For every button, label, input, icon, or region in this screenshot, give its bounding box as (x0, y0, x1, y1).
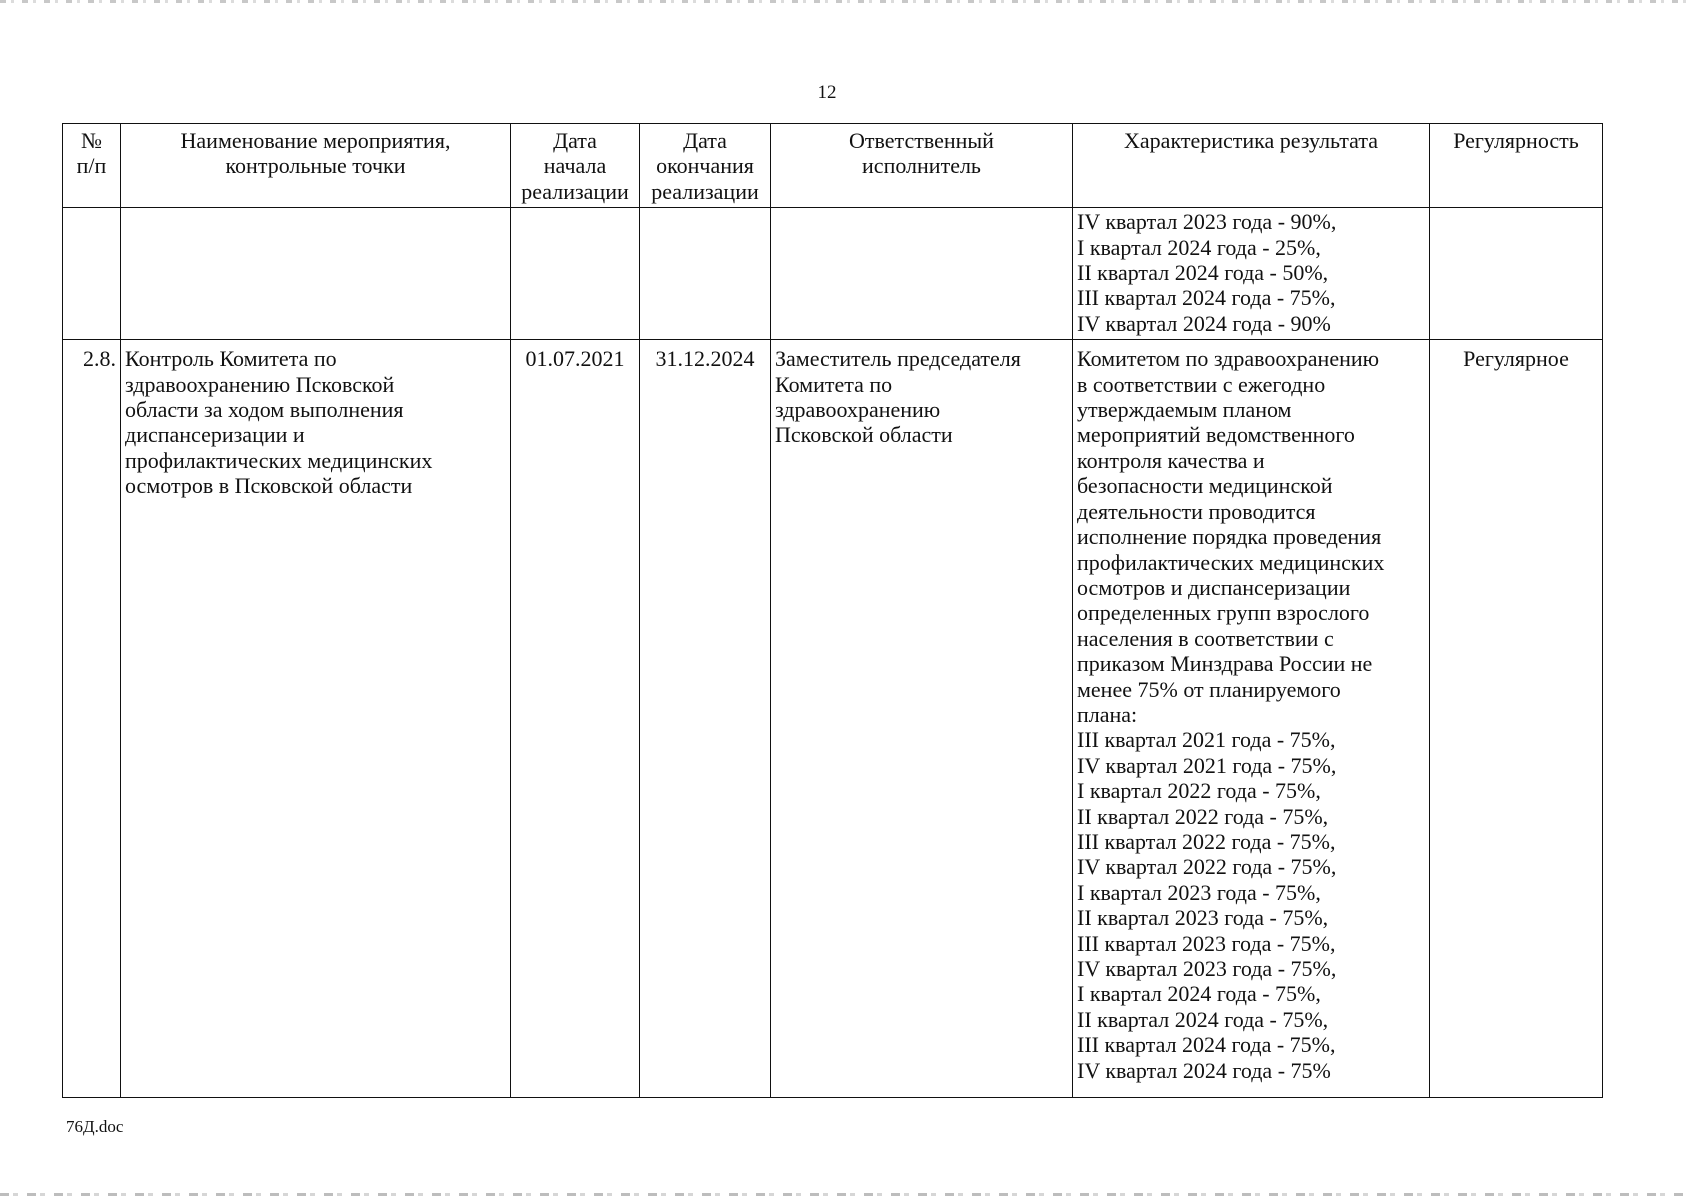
cell-start-date: 01.07.2021 (511, 340, 640, 1098)
cell-end-date (640, 208, 771, 340)
scan-edge-bottom (0, 1193, 1686, 1196)
table-header-row (63, 124, 1603, 208)
header-start-date: Дата начала реализации (511, 124, 640, 208)
cell-name (121, 208, 511, 340)
document-filename: 76Д.doc (66, 1117, 124, 1136)
header-name: Наименование мероприятия, контрольные точки (121, 124, 511, 208)
cell-executor: Заместитель председателя Комитета по здравоохранению Псковской области (771, 340, 1073, 1098)
cell-start-date (511, 208, 640, 340)
scan-edge-top (0, 0, 1686, 3)
cell-name: Контроль Комитета по здравоохранению Псковской области за ходом выполнения диспансеризации и профилактических медицинских осмотров в Псковской области (121, 340, 511, 1098)
header-num: № п/п (63, 124, 121, 208)
cell-result: Комитетом по здравоохранению в соответствии с ежегодно утверждаемым планом мероприятий ведомственного контроля качества и безопасности медицинской деятельности проводится исполнение порядка проведения профилактических медицинских осмотров и диспансеризации определенных групп взрослого населения в соответствии с приказом Минздрава России не менее 75% от планируемого плана: III квартал 2021 года - 75%, IV квартал 2021 года - 75%, I квартал 2022 года - 75%, II квартал 2022 года - 75%, III квартал 2022 года - 75%, IV квартал 2022 года - 75%, I квартал 2023 года - 75%, II квартал 2023 года - 75%, III квартал 2023 года - 75%, IV квартал 2023 года - 75%, I квартал 2024 года - 75%, II квартал 2024 года - 75%, III квартал 2024 года - 75%, IV квартал 2024 года - 75% (1073, 340, 1430, 1098)
cell-executor (771, 208, 1073, 340)
cell-regularity: Регулярное (1430, 340, 1603, 1098)
cell-result: IV квартал 2023 года - 90%, I квартал 2024 года - 25%, II квартал 2024 года - 50%, III квартал 2024 года - 75%, IV квартал 2024 года - 90% (1073, 208, 1430, 340)
table-row (63, 208, 1603, 340)
cell-num: 2.8. (63, 340, 121, 1098)
cell-regularity (1430, 208, 1603, 340)
header-executor: Ответственный исполнитель (771, 124, 1073, 208)
header-end-date: Дата окончания реализации (640, 124, 771, 208)
header-result: Характеристика результата (1073, 124, 1430, 208)
page-number: 12 (817, 82, 837, 103)
table-row (63, 340, 1603, 1098)
cell-end-date: 31.12.2024 (640, 340, 771, 1098)
plan-table (62, 123, 1603, 1098)
header-regularity: Регулярность (1430, 124, 1603, 208)
cell-num (63, 208, 121, 340)
